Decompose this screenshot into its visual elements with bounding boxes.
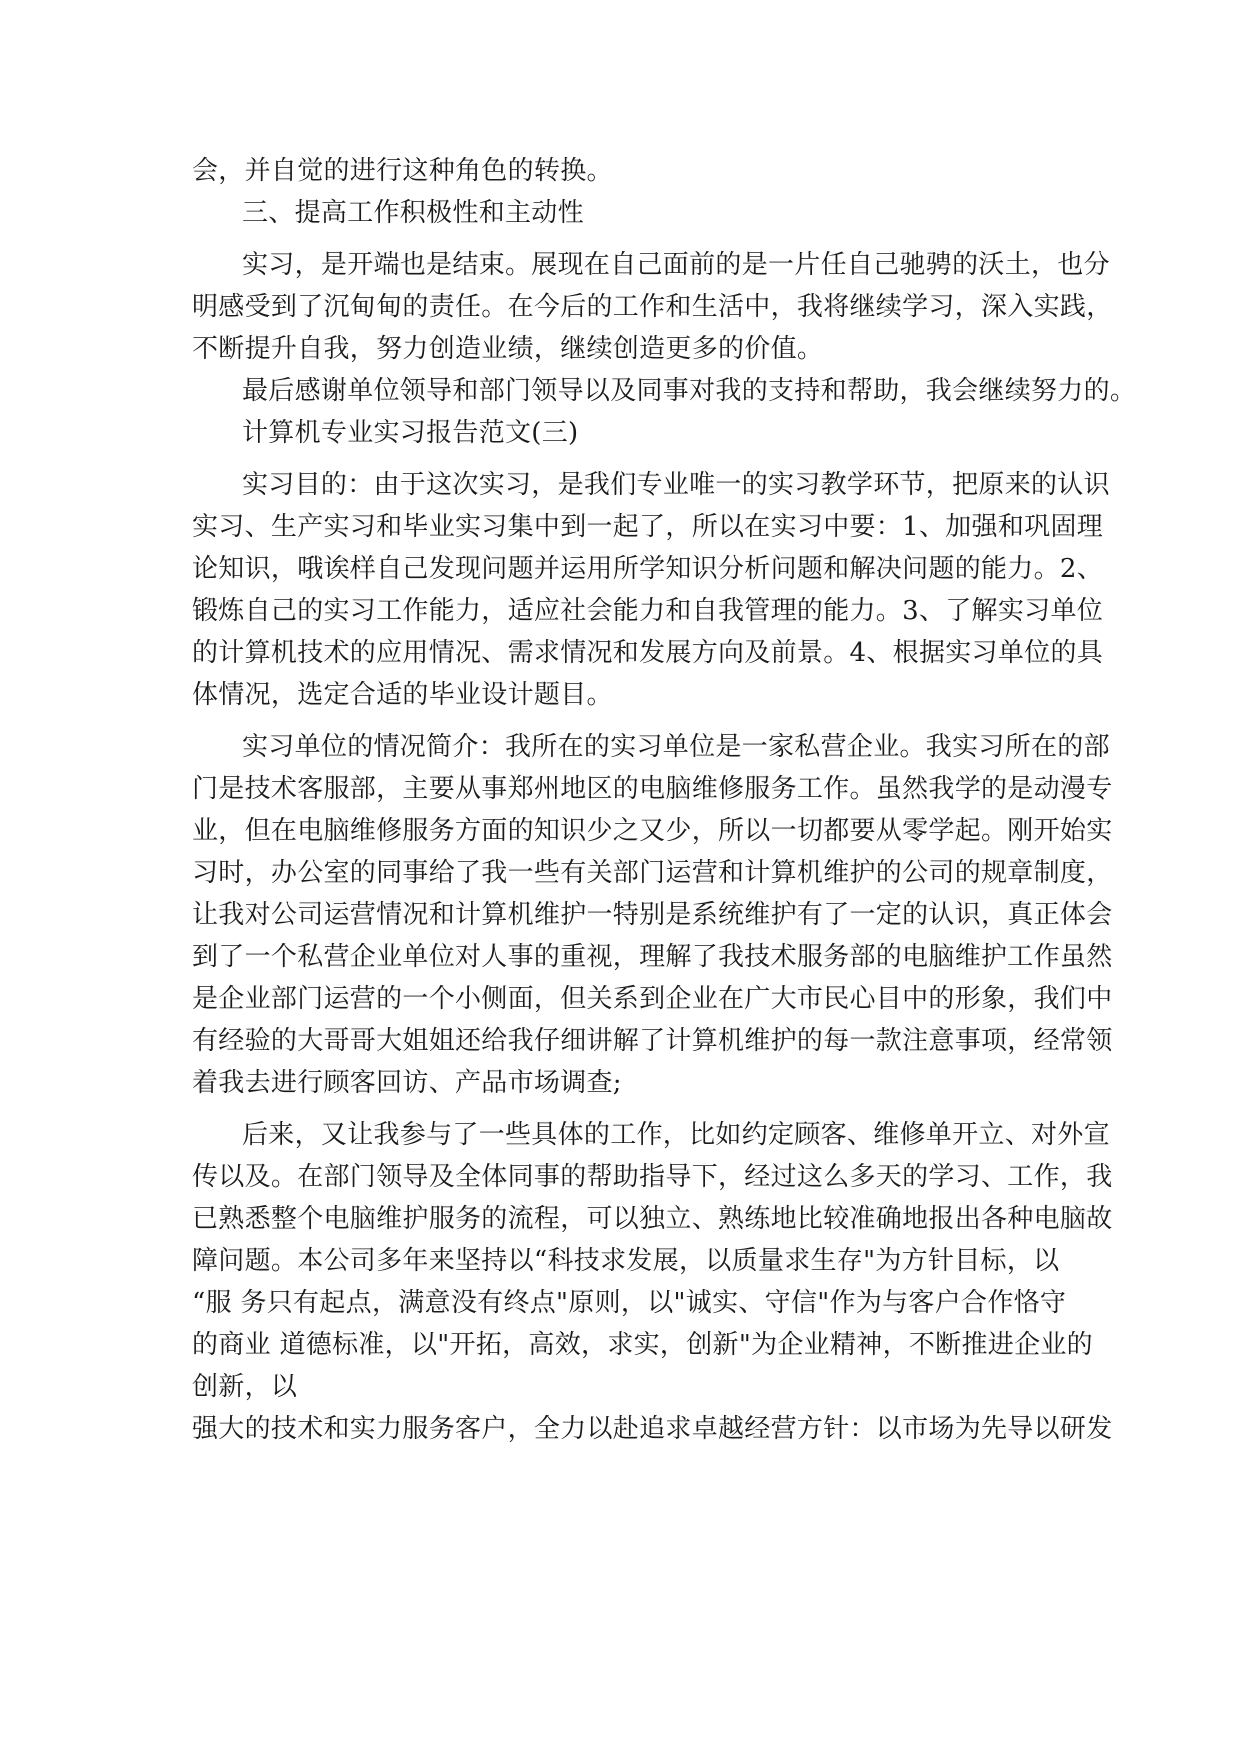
text-line: 业，但在电脑维修服务方面的知识少之又少，所以一切都要从零学起。刚开始实 <box>192 816 1113 846</box>
text-line: 锻炼自己的实习工作能力，适应社会能力和自我管理的能力。3、了解实习单位 <box>192 596 1104 626</box>
text-line: 实习单位的情况简介：我所在的实习单位是一家私营企业。我实习所在的部 <box>242 732 1110 762</box>
text-line: 障问题。本公司多年来坚持以“科技求发展，以质量求生存"为方针目标，以 <box>192 1246 1060 1276</box>
text-line: 习时，办公室的同事给了我一些有关部门运营和计算机维护的公司的规章制度， <box>192 858 1113 888</box>
text-line: 是企业部门运营的一个小侧面，但关系到企业在广大市民心目中的形象，我们中 <box>192 984 1113 1014</box>
text-line: 已熟悉整个电脑维护服务的流程，可以独立、熟练地比较准确地报出各种电脑故 <box>192 1204 1113 1234</box>
text-line: 强大的技术和实力服务客户，全力以赴追求卓越经营方针：以市场为先导以研发 <box>192 1414 1113 1444</box>
text-line: 有经验的大哥哥大姐姐还给我仔细讲解了计算机维护的每一款注意事项，经常领 <box>192 1026 1113 1056</box>
text-line: 创新，以 <box>192 1372 298 1402</box>
text-line: 传以及。在部门领导及全体同事的帮助指导下，经过这么多天的学习、工作，我 <box>192 1162 1113 1192</box>
text-line: 让我对公司运营情况和计算机维护一特别是系统维护有了一定的认识，真正体会 <box>192 900 1113 930</box>
text-line: 的商业 道德标准，以"开拓，高效，求实，创新"为企业精神，不断推进企业的 <box>192 1330 1093 1360</box>
text-line: “服 务只有起点，满意没有终点"原则，以"诚实、守信"作为与客户合作恪守 <box>192 1288 1067 1318</box>
section-heading: 三、提高工作积极性和主动性 <box>242 198 584 228</box>
text-line: 不断提升自我，努力创造业绩，继续创造更多的价值。 <box>192 334 824 364</box>
report-title: 计算机专业实习报告范文(三) <box>242 418 579 448</box>
text-line: 体情况，选定合适的毕业设计题目。 <box>192 680 613 710</box>
text-line: 门是技术客服部，主要从事郑州地区的电脑维修服务工作。虽然我学的是动漫专 <box>192 774 1113 804</box>
text-line: 明感受到了沉甸甸的责任。在今后的工作和生活中，我将继续学习，深入实践， <box>192 292 1113 322</box>
text-line: 会，并自觉的进行这种角色的转换。 <box>192 156 613 186</box>
text-line: 到了一个私营企业单位对人事的重视，理解了我技术服务部的电脑维护工作虽然 <box>192 942 1113 972</box>
text-line: 着我去进行顾客回访、产品市场调查; <box>192 1068 622 1098</box>
document-body <box>192 150 1137 1450</box>
text-line: 实习目的：由于这次实习，是我们专业唯一的实习教学环节，把原来的认识 <box>242 470 1110 500</box>
text-line: 的计算机技术的应用情况、需求情况和发展方向及前景。4、根据实习单位的具 <box>192 638 1104 668</box>
text-line: 实习、生产实习和毕业实习集中到一起了，所以在实习中要：1、加强和巩固理 <box>192 512 1104 542</box>
text-line: 实习，是开端也是结束。展现在自己面前的是一片任自己驰骋的沃土，也分 <box>242 250 1110 280</box>
text-line: 论知识，哦诶样自己发现问题并运用所学知识分析问题和解决问题的能力。2、 <box>192 554 1104 584</box>
text-line: 最后感谢单位领导和部门领导以及同事对我的支持和帮助，我会继续努力的。 <box>242 376 1137 406</box>
text-line: 后来，又让我参与了一些具体的工作，比如约定顾客、维修单开立、对外宣 <box>242 1120 1110 1150</box>
